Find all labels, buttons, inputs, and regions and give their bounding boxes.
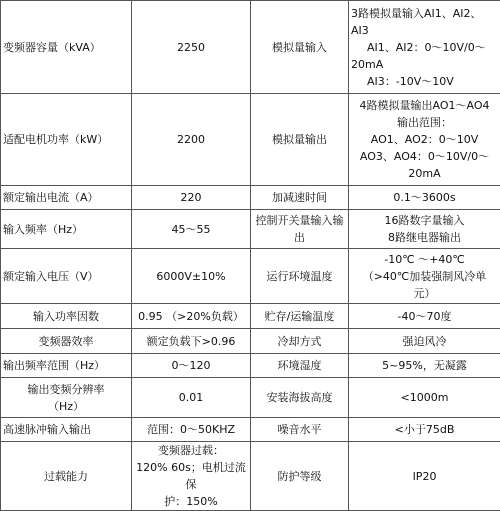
spec-name-cell (251, 210, 349, 249)
spec-name-cell: 贮存/运输温度 (251, 304, 349, 329)
spec-name-cell: 过载能力 (1, 442, 132, 511)
spec-value-cell (349, 329, 500, 354)
table-row (1, 94, 500, 186)
table-row (1, 329, 500, 354)
spec-name-cell: 输出频率范围（Hz） (1, 354, 132, 378)
cell-line: AI3：-10V～10V (351, 73, 498, 90)
cell-line: 输出范围： (351, 114, 498, 131)
spec-value-cell (349, 186, 500, 210)
spec-name-cell: 变频器容量（kVA） (1, 1, 132, 94)
cell-line: 20mA (351, 56, 498, 73)
cell-line: 3路模拟量输入AI1、AI2、 (351, 5, 498, 22)
spec-value-cell: 范围：0～50KHZ (132, 418, 251, 442)
cell-line: 强迫风冷 (351, 333, 498, 350)
cell-line: AI1、AI2：0～10V/0～ (351, 39, 498, 56)
cell-line: AI3 (351, 22, 498, 39)
table-row (1, 378, 500, 418)
spec-name-cell (1, 378, 132, 418)
cell-line: 5~95%，无凝露 (351, 357, 498, 374)
spec-name-cell: 冷却方式 (251, 329, 349, 354)
cell-line: 8路继电器输出 (351, 229, 498, 246)
spec-name-cell: 安装海拔高度 (251, 378, 349, 418)
table-row (1, 418, 500, 442)
table-row (1, 249, 500, 304)
cell-line: 变频器过载： (134, 442, 248, 459)
spec-name-cell: 运行环境温度 (251, 249, 349, 304)
spec-value-cell: 45～55 (132, 210, 251, 249)
spec-value-cell (349, 304, 500, 329)
table-row (1, 442, 500, 511)
cell-line: 出 (253, 229, 346, 246)
spec-name-cell: 防护等级 (251, 442, 349, 511)
spec-name-cell: 模拟量输出 (251, 94, 349, 186)
spec-name-cell: 环境湿度 (251, 354, 349, 378)
spec-value-cell: 6000V±10% (132, 249, 251, 304)
spec-name-cell: 额定输出电流（A） (1, 186, 132, 210)
cell-line: 4路模拟量输出AO1～AO4 (351, 97, 498, 114)
spec-value-cell: 额定负载下>0.96 (132, 329, 251, 354)
cell-line: 120% 60s；电机过流保 (134, 459, 248, 493)
spec-name-cell: 额定输入电压（V） (1, 249, 132, 304)
spec-value-cell (349, 210, 500, 249)
table-row (1, 186, 500, 210)
spec-name-cell: 变频器效率 (1, 329, 132, 354)
spec-value-cell: 0.95 （>20%负载） (132, 304, 251, 329)
spec-name-cell: 模拟量输入 (251, 1, 349, 94)
cell-line: 护：150% (134, 493, 248, 510)
spec-value-cell (349, 418, 500, 442)
spec-name-cell: 输入功率因数 (1, 304, 132, 329)
spec-value-cell (349, 442, 500, 511)
spec-value-cell: 0.01 (132, 378, 251, 418)
spec-name-cell: 高速脉冲输入输出 (1, 418, 132, 442)
table-row (1, 210, 500, 249)
table-row (1, 1, 500, 94)
spec-value-cell: 0～120 (132, 354, 251, 378)
spec-value-cell: 2250 (132, 1, 251, 94)
cell-line: IP20 (351, 468, 498, 485)
spec-name-cell: 适配电机功率（kW） (1, 94, 132, 186)
spec-value-cell (349, 354, 500, 378)
cell-line: <1000m (351, 389, 498, 406)
cell-line: -10℃ ～+40℃ (351, 251, 498, 268)
spec-value-cell: 220 (132, 186, 251, 210)
spec-value-cell (349, 249, 500, 304)
spec-value-cell: 2200 (132, 94, 251, 186)
spec-value-cell (349, 1, 500, 94)
table-row (1, 354, 500, 378)
cell-line: （Hz） (3, 398, 129, 415)
cell-line: 元） (351, 285, 498, 302)
cell-line: 0.1～3600s (351, 189, 498, 206)
spec-name-cell: 噪音水平 (251, 418, 349, 442)
table-row (1, 304, 500, 329)
spec-value-cell (349, 378, 500, 418)
spec-name-cell: 加减速时间 (251, 186, 349, 210)
cell-line: AO3、AO4：0～10V/0～ (351, 148, 498, 165)
cell-line: 控制开关量输入输 (253, 212, 346, 229)
cell-line: <小于75dB (351, 421, 498, 438)
cell-line: -40～70度 (351, 308, 498, 325)
cell-line: （>40℃加装强制风冷单 (351, 268, 498, 285)
spec-value-cell (349, 94, 500, 186)
cell-line: 20mA (351, 165, 498, 182)
cell-line: AO1、AO2：0～10V (351, 131, 498, 148)
spec-value-cell (132, 442, 251, 511)
spec-name-cell: 输入频率（Hz） (1, 210, 132, 249)
cell-line: 输出变频分辨率 (3, 381, 129, 398)
cell-line: 16路数字量输入 (351, 212, 498, 229)
